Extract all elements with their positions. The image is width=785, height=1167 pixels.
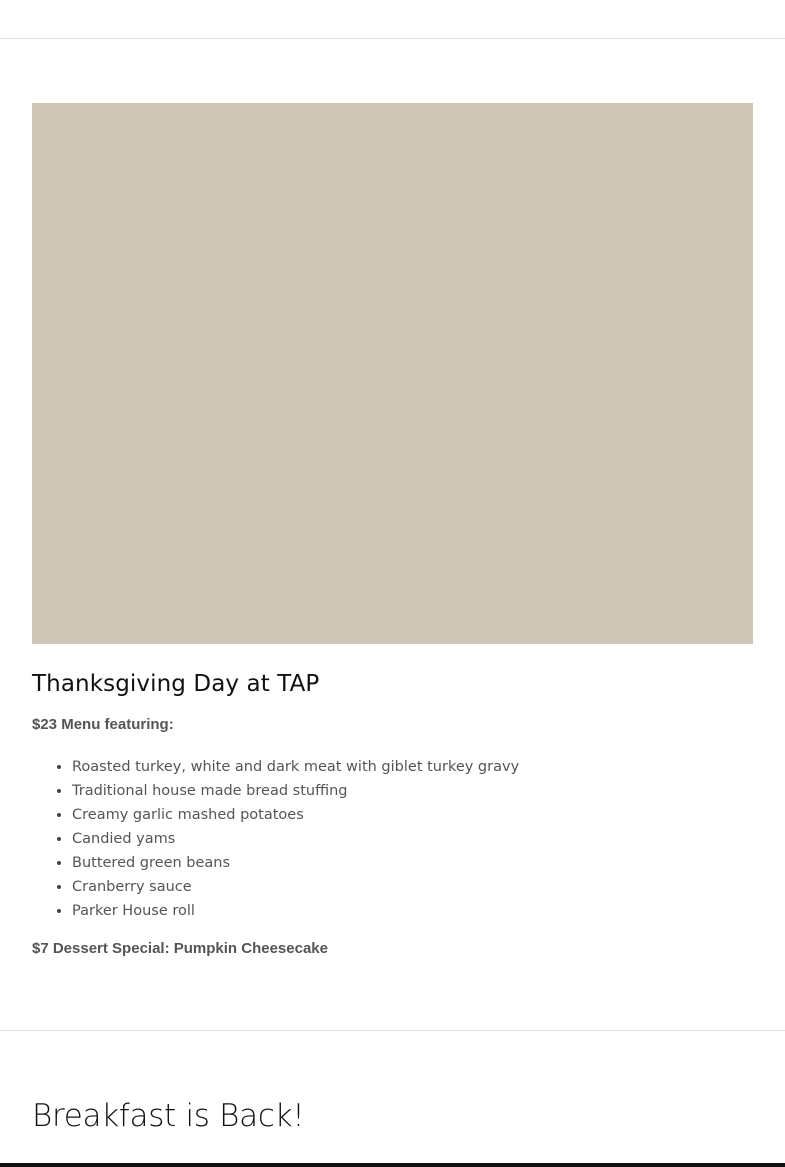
post-image[interactable] xyxy=(32,103,753,644)
menu-item: • Traditional house made bread stuffing xyxy=(72,779,753,803)
menu-item: • Roasted turkey, white and dark meat with giblet turkey gravy xyxy=(72,755,753,779)
menu-item: • Buttered green beans xyxy=(72,851,753,875)
post-thanksgiving xyxy=(32,668,753,959)
section-divider xyxy=(0,1030,785,1031)
menu-heading: $23 Menu featuring: xyxy=(32,716,174,733)
menu-item: • Cranberry sauce xyxy=(72,875,753,899)
dessert-special: $7 Dessert Special: Pumpkin Cheesecake xyxy=(32,940,328,957)
post-title[interactable]: Thanksgiving Day at TAP xyxy=(32,671,320,697)
menu-item: • Parker House roll xyxy=(72,899,753,923)
menu-item: • Creamy garlic mashed potatoes xyxy=(72,803,753,827)
bottom-bar xyxy=(0,1163,785,1167)
top-divider xyxy=(0,38,785,39)
menu-list xyxy=(32,755,753,923)
menu-item: • Candied yams xyxy=(72,827,753,851)
post-title-breakfast[interactable]: Breakfast is Back! xyxy=(32,1098,305,1134)
